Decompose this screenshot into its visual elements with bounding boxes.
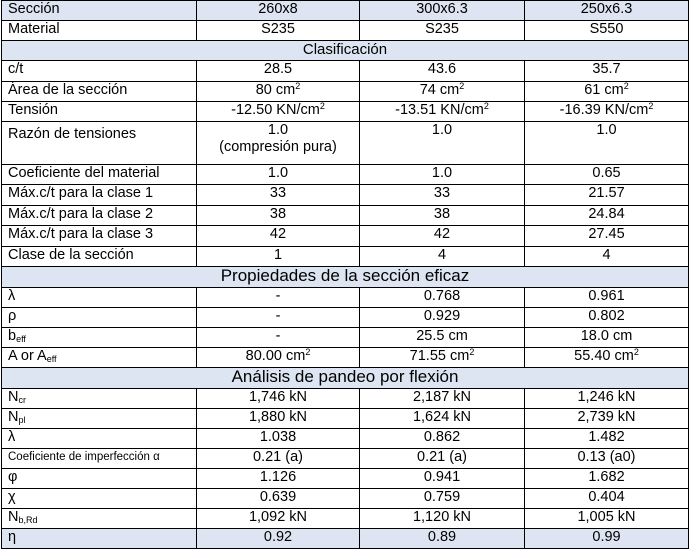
ncr-col1: 1,746 kN [197,389,360,409]
eta-col3: 0.99 [525,529,689,549]
steel-section-table [1,0,689,549]
section-title-propiedades: Propiedades de la sección eficaz [2,267,689,288]
nbrd-col1: 1,092 kN [197,509,360,529]
section-title-clasificacion: Clasificación [2,41,689,61]
lambda-p-col2: 0.768 [360,288,525,308]
max-ct-1-row [2,185,689,206]
aeff-col2: 71.55 $cm^2$ [360,348,525,368]
header-label: Sección [2,1,197,21]
lambda-p-col1: - [197,288,360,308]
area-col2: 74 $cm^2$ [360,82,525,102]
max-ct-1-col1: 33 [197,185,360,206]
clase-row [2,247,689,267]
rho-col3: 0.802 [525,308,689,328]
lambda-p-row [2,288,689,308]
beff-row [2,328,689,348]
lambda-p-col3: 0.961 [525,288,689,308]
material-col1: S235 [197,21,360,41]
max-ct-1-col3: 21.57 [525,185,689,206]
coef-material-label: Coeficiente del material [2,165,197,185]
phi-col2: 0.941 [360,469,525,489]
material-row [2,21,689,41]
eta-col2: 0.89 [360,529,525,549]
nbrd-label: $N_{b,Rd}$ [2,509,197,529]
npl-col3: 2,739 kN [525,409,689,429]
section-title-pandeo: Análisis de pandeo por flexión [2,368,689,389]
phi-col1: 1.126 [197,469,360,489]
aeff-row [2,348,689,368]
alpha-col3: 0.13 (a0) [525,449,689,469]
coef-material-col3: 0.65 [525,165,689,185]
tension-col1: -12.50 $KN/cm^2$ [197,102,360,122]
max-ct-3-label: Máx.c/t para la clase 3 [2,226,197,247]
aeff-col3: 55.40 $cm^2$ [525,348,689,368]
nbrd-col2: 1,120 kN [360,509,525,529]
max-ct-2-col2: 38 [360,206,525,226]
ncr-row [2,389,689,409]
chi-col3: 0.404 [525,489,689,509]
clase-col3: 4 [525,247,689,267]
beff-col2: 25.5 cm [360,328,525,348]
ncr-col2: 2,187 kN [360,389,525,409]
rho-col2: 0.929 [360,308,525,328]
lambda-b-row [2,429,689,449]
beff-col3: 18.0 cm [525,328,689,348]
lambda-b-col3: 1.482 [525,429,689,449]
npl-col2: 1,624 kN [360,409,525,429]
chi-row [2,489,689,509]
razon-row [2,122,689,165]
rho-row [2,308,689,328]
material-label: Material [2,21,197,41]
nbrd-col3: 1,005 kN [525,509,689,529]
header-col3: 250x6.3 [525,1,689,21]
nbrd-row [2,509,689,529]
clase-label: Clase de la sección [2,247,197,267]
ct-col1: 28.5 [197,61,360,82]
area-col3: 61 $cm^2$ [525,82,689,102]
tension-row [2,102,689,122]
max-ct-2-col3: 24.84 [525,206,689,226]
chi-col2: 0.759 [360,489,525,509]
coef-material-col2: 1.0 [360,165,525,185]
chi-col1: 0.639 [197,489,360,509]
razon-col1: 1.0 (compresión pura) [197,122,360,165]
npl-label: $N_{pl}$ [2,409,197,429]
npl-col1: 1,880 kN [197,409,360,429]
section-heading-pandeo [2,368,689,389]
eta-col1: 0.92 [197,529,360,549]
ct-col3: 35.7 [525,61,689,82]
lambda-b-col1: 1.038 [197,429,360,449]
lambda-b-col2: 0.862 [360,429,525,449]
tension-col2: -13.51 $KN/cm^2$ [360,102,525,122]
eta-row [2,529,689,549]
rho-label: ρ [2,308,197,328]
area-row [2,82,689,102]
max-ct-3-col3: 27.45 [525,226,689,247]
header-col1: 260x8 [197,1,360,21]
material-col3: S550 [525,21,689,41]
alpha-col1: 0.21 (a) [197,449,360,469]
max-ct-2-label: Máx.c/t para la clase 2 [2,206,197,226]
coef-material-col1: 1.0 [197,165,360,185]
alpha-row [2,449,689,469]
coef-material-row [2,165,689,185]
lambda-b-label: λ [2,429,197,449]
alpha-label: Coeficiente de imperfección α [2,449,197,469]
beff-col1: - [197,328,360,348]
max-ct-1-label: Máx.c/t para la clase 1 [2,185,197,206]
tension-col3: -16.39 $KN/cm^2$ [525,102,689,122]
max-ct-1-col2: 33 [360,185,525,206]
aeff-col1: 80.00 $cm^2$ [197,348,360,368]
aeff-label: A or $A_{eff}$ [2,348,197,368]
npl-row [2,409,689,429]
rho-col1: - [197,308,360,328]
clase-col2: 4 [360,247,525,267]
max-ct-3-col1: 42 [197,226,360,247]
clase-col1: 1 [197,247,360,267]
section-heading-clasificacion [2,41,689,61]
phi-label: φ [2,469,197,489]
max-ct-2-col1: 38 [197,206,360,226]
alpha-col2: 0.21 (a) [360,449,525,469]
razon-label: Razón de tensiones [2,122,197,165]
max-ct-2-row [2,206,689,226]
razon-col3: 1.0 [525,122,689,165]
phi-col3: 1.682 [525,469,689,489]
ct-label: c/t [2,61,197,82]
max-ct-3-col2: 42 [360,226,525,247]
tension-label: Tensión [2,102,197,122]
chi-label: χ [2,489,197,509]
razon-col2: 1.0 [360,122,525,165]
ct-row [2,61,689,82]
eta-label: η [2,529,197,549]
area-col1: 80 $cm^2$ [197,82,360,102]
ncr-col3: 1,246 kN [525,389,689,409]
ncr-label: $N_{cr}$ [2,389,197,409]
header-row [2,1,689,21]
material-col2: S235 [360,21,525,41]
ct-col2: 43.6 [360,61,525,82]
max-ct-3-row [2,226,689,247]
header-col2: 300x6.3 [360,1,525,21]
phi-row [2,469,689,489]
beff-label: $b_{eff}$ [2,328,197,348]
section-heading-propiedades [2,267,689,288]
lambda-p-label: λ [2,288,197,308]
area-label: Área de la sección [2,82,197,102]
